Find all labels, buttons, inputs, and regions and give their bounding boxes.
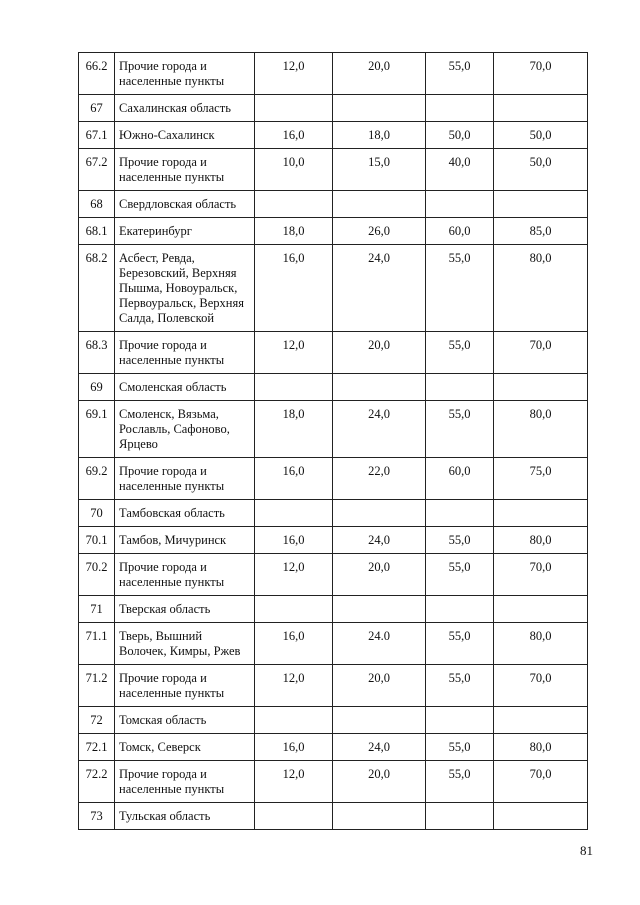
table-row bbox=[79, 803, 588, 830]
row-name: Смоленск, Вязьма, Рославль, Сафоново, Ярцево bbox=[115, 401, 255, 458]
row-number: 69.2 bbox=[79, 458, 115, 500]
row-name: Прочие города и населенные пункты bbox=[115, 149, 255, 191]
value-cell-3: 55,0 bbox=[426, 53, 494, 95]
row-name: Томская область bbox=[115, 707, 255, 734]
row-name: Сахалинская область bbox=[115, 95, 255, 122]
table-row bbox=[79, 218, 588, 245]
row-number: 67.2 bbox=[79, 149, 115, 191]
value-cell-3 bbox=[426, 374, 494, 401]
value-cell-2 bbox=[333, 191, 426, 218]
value-cell-4: 70,0 bbox=[494, 761, 588, 803]
row-name: Смоленская область bbox=[115, 374, 255, 401]
page-number: 81 bbox=[580, 843, 593, 858]
value-cell-2: 20,0 bbox=[333, 332, 426, 374]
value-cell-3: 55,0 bbox=[426, 554, 494, 596]
value-cell-1 bbox=[255, 803, 333, 830]
row-number: 68.1 bbox=[79, 218, 115, 245]
value-cell-3: 40,0 bbox=[426, 149, 494, 191]
value-cell-1: 10,0 bbox=[255, 149, 333, 191]
value-cell-1: 12,0 bbox=[255, 665, 333, 707]
row-number: 73 bbox=[79, 803, 115, 830]
data-table bbox=[78, 52, 588, 830]
value-cell-4: 70,0 bbox=[494, 554, 588, 596]
value-cell-3 bbox=[426, 707, 494, 734]
value-cell-1: 18,0 bbox=[255, 401, 333, 458]
table-row bbox=[79, 500, 588, 527]
row-name: Асбест, Ревда, Березовский, Верхняя Пышма, Новоуральск, Первоуральск, Верхняя Салда, Полевской bbox=[115, 245, 255, 332]
value-cell-3: 55,0 bbox=[426, 734, 494, 761]
value-cell-2: 15,0 bbox=[333, 149, 426, 191]
row-name: Тульская область bbox=[115, 803, 255, 830]
value-cell-1 bbox=[255, 191, 333, 218]
value-cell-1: 16,0 bbox=[255, 623, 333, 665]
row-number: 67 bbox=[79, 95, 115, 122]
table-row bbox=[79, 761, 588, 803]
value-cell-2: 20,0 bbox=[333, 665, 426, 707]
value-cell-4: 80,0 bbox=[494, 623, 588, 665]
value-cell-4: 80,0 bbox=[494, 401, 588, 458]
row-number: 69.1 bbox=[79, 401, 115, 458]
table-row bbox=[79, 245, 588, 332]
value-cell-2: 18,0 bbox=[333, 122, 426, 149]
row-number: 70 bbox=[79, 500, 115, 527]
table-row bbox=[79, 53, 588, 95]
value-cell-4 bbox=[494, 707, 588, 734]
value-cell-4: 80,0 bbox=[494, 734, 588, 761]
value-cell-4: 70,0 bbox=[494, 665, 588, 707]
value-cell-1: 16,0 bbox=[255, 458, 333, 500]
value-cell-2 bbox=[333, 374, 426, 401]
table-row bbox=[79, 707, 588, 734]
row-name: Екатеринбург bbox=[115, 218, 255, 245]
table-row bbox=[79, 191, 588, 218]
value-cell-1 bbox=[255, 95, 333, 122]
row-number: 72.1 bbox=[79, 734, 115, 761]
value-cell-2: 24,0 bbox=[333, 734, 426, 761]
value-cell-2 bbox=[333, 500, 426, 527]
table-row bbox=[79, 122, 588, 149]
value-cell-3: 55,0 bbox=[426, 665, 494, 707]
row-number: 67.1 bbox=[79, 122, 115, 149]
row-number: 71.1 bbox=[79, 623, 115, 665]
value-cell-4 bbox=[494, 374, 588, 401]
row-name: Тверь, Вышний Волочек, Кимры, Ржев bbox=[115, 623, 255, 665]
row-number: 66.2 bbox=[79, 53, 115, 95]
value-cell-2: 20,0 bbox=[333, 761, 426, 803]
value-cell-3 bbox=[426, 803, 494, 830]
value-cell-2: 24,0 bbox=[333, 245, 426, 332]
row-name: Прочие города и населенные пункты bbox=[115, 332, 255, 374]
row-number: 68 bbox=[79, 191, 115, 218]
value-cell-2: 24,0 bbox=[333, 527, 426, 554]
table-row bbox=[79, 665, 588, 707]
row-name: Южно-Сахалинск bbox=[115, 122, 255, 149]
value-cell-4: 80,0 bbox=[494, 527, 588, 554]
value-cell-4: 50,0 bbox=[494, 122, 588, 149]
table-row bbox=[79, 149, 588, 191]
table-row bbox=[79, 332, 588, 374]
value-cell-4: 75,0 bbox=[494, 458, 588, 500]
value-cell-2 bbox=[333, 596, 426, 623]
value-cell-1 bbox=[255, 596, 333, 623]
value-cell-4 bbox=[494, 803, 588, 830]
row-name: Прочие города и населенные пункты bbox=[115, 665, 255, 707]
value-cell-1: 12,0 bbox=[255, 761, 333, 803]
value-cell-4: 70,0 bbox=[494, 332, 588, 374]
value-cell-3: 55,0 bbox=[426, 401, 494, 458]
value-cell-3 bbox=[426, 500, 494, 527]
row-name: Свердловская область bbox=[115, 191, 255, 218]
value-cell-1: 16,0 bbox=[255, 734, 333, 761]
table-row bbox=[79, 554, 588, 596]
value-cell-2 bbox=[333, 95, 426, 122]
row-name: Прочие города и населенные пункты bbox=[115, 761, 255, 803]
row-name: Тамбов, Мичуринск bbox=[115, 527, 255, 554]
value-cell-4: 80,0 bbox=[494, 245, 588, 332]
value-cell-4 bbox=[494, 500, 588, 527]
value-cell-3: 55,0 bbox=[426, 761, 494, 803]
table-row bbox=[79, 623, 588, 665]
table-row bbox=[79, 401, 588, 458]
table-row bbox=[79, 95, 588, 122]
value-cell-1: 16,0 bbox=[255, 245, 333, 332]
row-name: Тамбовская область bbox=[115, 500, 255, 527]
value-cell-1: 16,0 bbox=[255, 122, 333, 149]
table-row bbox=[79, 527, 588, 554]
row-number: 72 bbox=[79, 707, 115, 734]
row-name: Прочие города и населенные пункты bbox=[115, 554, 255, 596]
value-cell-4 bbox=[494, 95, 588, 122]
row-number: 71 bbox=[79, 596, 115, 623]
value-cell-1: 18,0 bbox=[255, 218, 333, 245]
value-cell-3: 60,0 bbox=[426, 458, 494, 500]
value-cell-3: 50,0 bbox=[426, 122, 494, 149]
value-cell-1: 12,0 bbox=[255, 554, 333, 596]
value-cell-2: 24,0 bbox=[333, 401, 426, 458]
value-cell-4: 50,0 bbox=[494, 149, 588, 191]
value-cell-2: 22,0 bbox=[333, 458, 426, 500]
value-cell-1 bbox=[255, 707, 333, 734]
value-cell-3: 55,0 bbox=[426, 245, 494, 332]
table-row bbox=[79, 734, 588, 761]
value-cell-3: 60,0 bbox=[426, 218, 494, 245]
value-cell-1 bbox=[255, 374, 333, 401]
value-cell-2 bbox=[333, 707, 426, 734]
row-name: Томск, Северск bbox=[115, 734, 255, 761]
table-row bbox=[79, 374, 588, 401]
value-cell-1: 12,0 bbox=[255, 332, 333, 374]
value-cell-4 bbox=[494, 191, 588, 218]
row-number: 68.3 bbox=[79, 332, 115, 374]
row-number: 69 bbox=[79, 374, 115, 401]
value-cell-1 bbox=[255, 500, 333, 527]
value-cell-3: 55,0 bbox=[426, 527, 494, 554]
value-cell-2: 24.0 bbox=[333, 623, 426, 665]
value-cell-4 bbox=[494, 596, 588, 623]
row-name: Прочие города и населенные пункты bbox=[115, 458, 255, 500]
value-cell-2: 20,0 bbox=[333, 53, 426, 95]
value-cell-3 bbox=[426, 95, 494, 122]
table-row bbox=[79, 596, 588, 623]
value-cell-1: 16,0 bbox=[255, 527, 333, 554]
value-cell-2: 26,0 bbox=[333, 218, 426, 245]
value-cell-1: 12,0 bbox=[255, 53, 333, 95]
row-number: 68.2 bbox=[79, 245, 115, 332]
table-row bbox=[79, 458, 588, 500]
value-cell-3: 55,0 bbox=[426, 623, 494, 665]
value-cell-2: 20,0 bbox=[333, 554, 426, 596]
row-number: 70.1 bbox=[79, 527, 115, 554]
row-name: Тверская область bbox=[115, 596, 255, 623]
row-number: 70.2 bbox=[79, 554, 115, 596]
row-number: 72.2 bbox=[79, 761, 115, 803]
value-cell-3: 55,0 bbox=[426, 332, 494, 374]
row-name: Прочие города и населенные пункты bbox=[115, 53, 255, 95]
value-cell-3 bbox=[426, 191, 494, 218]
row-number: 71.2 bbox=[79, 665, 115, 707]
value-cell-3 bbox=[426, 596, 494, 623]
value-cell-4: 85,0 bbox=[494, 218, 588, 245]
value-cell-4: 70,0 bbox=[494, 53, 588, 95]
value-cell-2 bbox=[333, 803, 426, 830]
table-body bbox=[79, 53, 588, 830]
